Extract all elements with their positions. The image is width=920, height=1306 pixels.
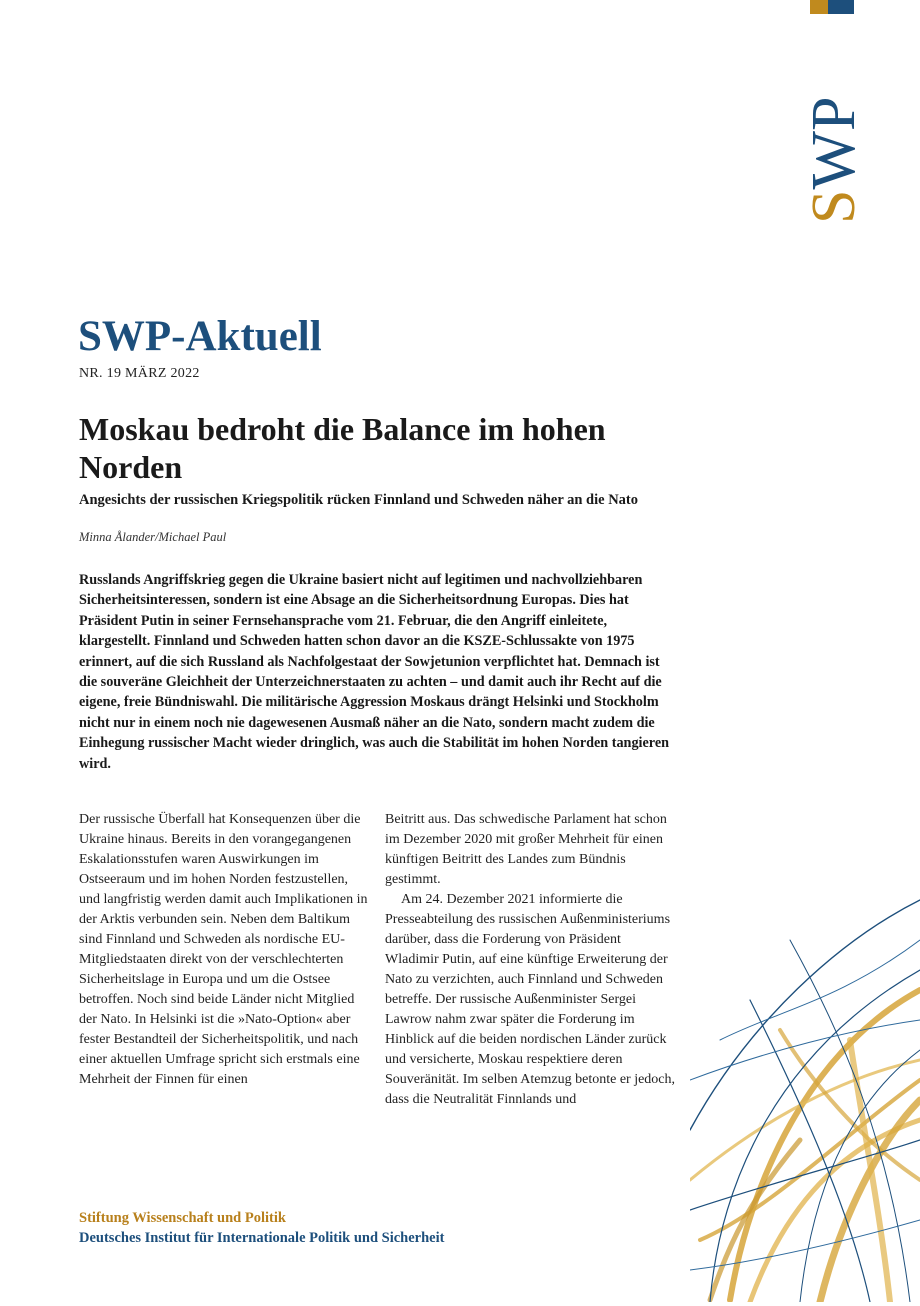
article-authors: Minna Ålander/Michael Paul (79, 530, 227, 544)
article-subtitle: Angesichts der russischen Kriegspolitik rücken Finnland und Schweden näher an die Nato (79, 492, 639, 508)
corner-blue-block (828, 0, 854, 14)
globe-graphic (690, 880, 920, 1302)
body-paragraph: Am 24. Dezember 2021 informierte die Presseabteilung des russischen Außenministeriums darüber, dass die Forderung von Präsident Wladimir Putin, auf eine künftige Erweiterung der Nato zu verzichten, auch Finnland und Schweden betreffe. Der russische Außenminister Sergei Lawrow nahm zwar später die Forderung im Hinblick auf die beiden nordischen Länder zurück und versicherte, Moskau respektiere deren Souveränität. Im selben Atemzug betonte er jedoch, dass die Neutralität Finnlands und (385, 892, 676, 1107)
body-column-right (385, 810, 677, 1110)
article-abstract: Russlands Angriffskrieg gegen die Ukraine basiert nicht auf legitimen und nachvollziehbaren Sicherheitsinteressen, sondern ist eine Absage an die Sicherheitsordnung Europas. Dies hat Präsident Putin in seiner Fernsehansprache vom 21. Februar, die den Angriff einleitete, klargestellt. Finnland und Schweden hatten schon davor an die KSZE-Schlussakte von 1975 erinnert, auf die sich Russland als Nachfolgestaat der Sowjetunion verpflichtet hat. Demnach ist die souveräne Gleichheit der Unterzeichnerstaaten zu achten – und damit auch ihr Recht auf die eigene, freie Bündniswahl. Die militärische Aggression Moskaus drängt Helsinki und Stockholm nicht nur in einem noch nie dagewesenen Ausmaß näher an die Nato, sondern macht zudem die Einhegung russischer Macht wieder dringlich, was auch die Stabilität im hohen Norden tangieren wird. (79, 572, 670, 772)
series-title: SWP-Aktuell (78, 313, 322, 360)
corner-color-mark (810, 0, 854, 14)
swp-logo (792, 86, 872, 226)
body-paragraph: Der russische Überfall hat Konsequenzen über die Ukraine hinaus. Bereits in den vorangegangenen Eskalationsstufen waren Auswirkungen im Ostseeraum und im hohen Norden festzustellen, und langfristig werden damit auch Implikationen in der Arktis verbunden sein. Neben dem Baltikum sind Finnland und Schweden als nordische EU-Mitgliedstaaten direkt von der verschlechterten Sicherheitslage in Europa und um die Ostsee betroffen. Noch sind beide Länder nicht Mitglied der Nato. In Helsinki ist die »Nato-Option« aber fester Bestandteil der Sicherheitspolitik, und nach einer aktuellen Umfrage spricht sich erstmals eine Mehrheit der Finnen für einen (79, 812, 368, 1087)
body-column-left (79, 810, 371, 1090)
article-title: Moskau bedroht die Balance im hohen Norden (79, 411, 606, 485)
corner-gold-block (810, 0, 828, 14)
footer-institution: Stiftung Wissenschaft und Politik (79, 1210, 286, 1226)
footer-institute-subtitle: Deutsches Institut für Internationale Politik und Sicherheit (79, 1230, 445, 1246)
body-paragraph: Beitritt aus. Das schwedische Parlament hat schon im Dezember 2020 mit großer Mehrheit für einen künftigen Beitritt des Landes zum Bündnis gestimmt. (385, 812, 667, 887)
issue-number: NR. 19 MÄRZ 2022 (79, 366, 200, 381)
svg-text:SWP: SWP (800, 96, 868, 224)
